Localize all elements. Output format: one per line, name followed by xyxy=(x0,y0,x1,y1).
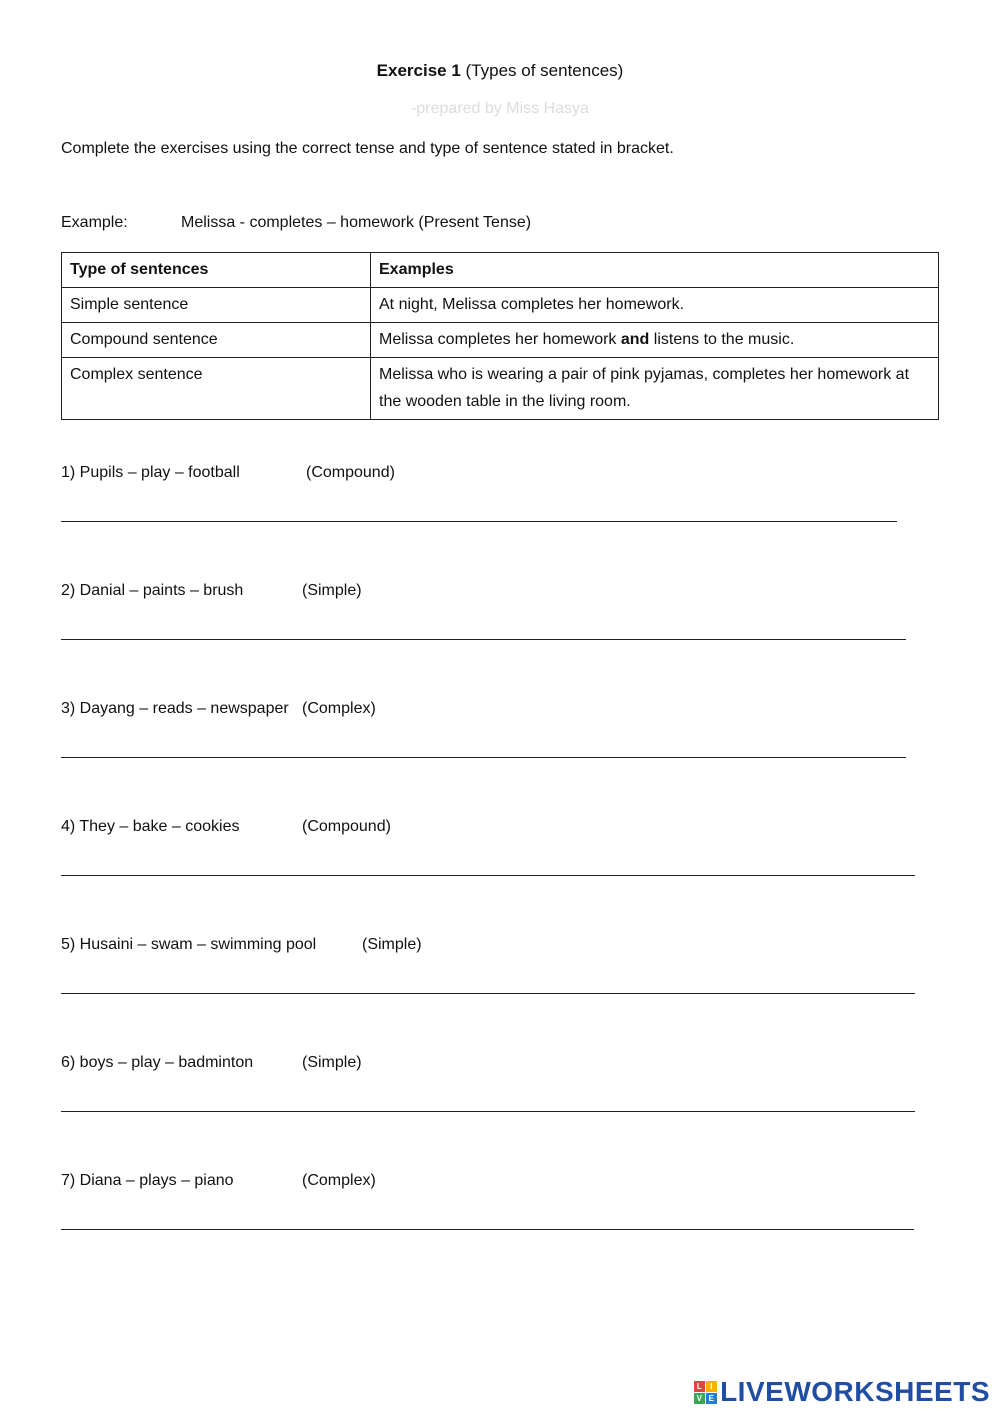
liveworksheets-logo xyxy=(694,1376,990,1408)
sentence-type-tag: (Simple) xyxy=(362,936,422,953)
instruction-text: Complete the exercises using the correct tense and type of sentence stated in bracket. xyxy=(61,140,674,157)
sentence-type-tag: (Complex) xyxy=(302,700,376,717)
page-title: Exercise 1 (Types of sentences) xyxy=(376,61,624,80)
table-row xyxy=(62,288,939,323)
sentence-types-table xyxy=(61,252,939,420)
question-prompt: 5) Husaini – swam – swimming pool xyxy=(61,936,317,953)
question-1 xyxy=(61,464,395,482)
question-prompt: 2) Danial – paints – brush xyxy=(61,582,244,599)
sentence-example: Melissa completes her homework and listens to the music. xyxy=(371,323,939,358)
author-credit: -prepared by Miss Hasya xyxy=(411,100,589,117)
answer-line-3[interactable] xyxy=(61,757,906,758)
answer-line-4[interactable] xyxy=(61,875,915,876)
answer-line-2[interactable] xyxy=(61,639,906,640)
question-6 xyxy=(61,1054,362,1072)
sentence-example: At night, Melissa completes her homework. xyxy=(371,288,939,323)
table-header-examples: Examples xyxy=(371,253,939,288)
answer-line-7[interactable] xyxy=(61,1229,914,1230)
sentence-type: Complex sentence xyxy=(62,358,371,420)
question-2 xyxy=(61,582,362,600)
question-3 xyxy=(61,700,376,718)
answer-line-5[interactable] xyxy=(61,993,915,994)
question-4 xyxy=(61,818,391,836)
question-prompt: 7) Diana – plays – piano xyxy=(61,1172,234,1189)
sentence-type-tag: (Compound) xyxy=(302,818,391,835)
question-7 xyxy=(61,1172,376,1190)
sentence-type: Compound sentence xyxy=(62,323,371,358)
sentence-type-tag: (Compound) xyxy=(306,464,395,481)
table-row xyxy=(62,323,939,358)
brand-name: LIVEWORKSHEETS xyxy=(720,1376,990,1407)
example-label: Example: xyxy=(61,214,128,231)
example-text: Melissa - completes – homework (Present Tense) xyxy=(181,214,532,231)
answer-line-1[interactable] xyxy=(61,521,897,522)
table-header-row xyxy=(62,253,939,288)
question-prompt: 6) boys – play – badminton xyxy=(61,1054,254,1071)
table-row xyxy=(62,358,939,420)
table-header-type: Type of sentences xyxy=(62,253,371,288)
question-prompt: 1) Pupils – play – football xyxy=(61,464,240,481)
liveworksheets-mark-icon: L I V E xyxy=(694,1381,717,1404)
sentence-example: Melissa who is wearing a pair of pink pyjamas, completes her homework at the wooden table in the living room. xyxy=(371,358,939,420)
sentence-type: Simple sentence xyxy=(62,288,371,323)
answer-line-6[interactable] xyxy=(61,1111,915,1112)
question-5 xyxy=(61,936,422,954)
sentence-type-tag: (Complex) xyxy=(302,1172,376,1189)
conjunction-bold: and xyxy=(620,331,650,348)
sentence-type-tag: (Simple) xyxy=(302,582,362,599)
question-prompt: 4) They – bake – cookies xyxy=(61,818,240,835)
sentence-type-tag: (Simple) xyxy=(302,1054,362,1071)
question-prompt: 3) Dayang – reads – newspaper xyxy=(61,700,289,717)
